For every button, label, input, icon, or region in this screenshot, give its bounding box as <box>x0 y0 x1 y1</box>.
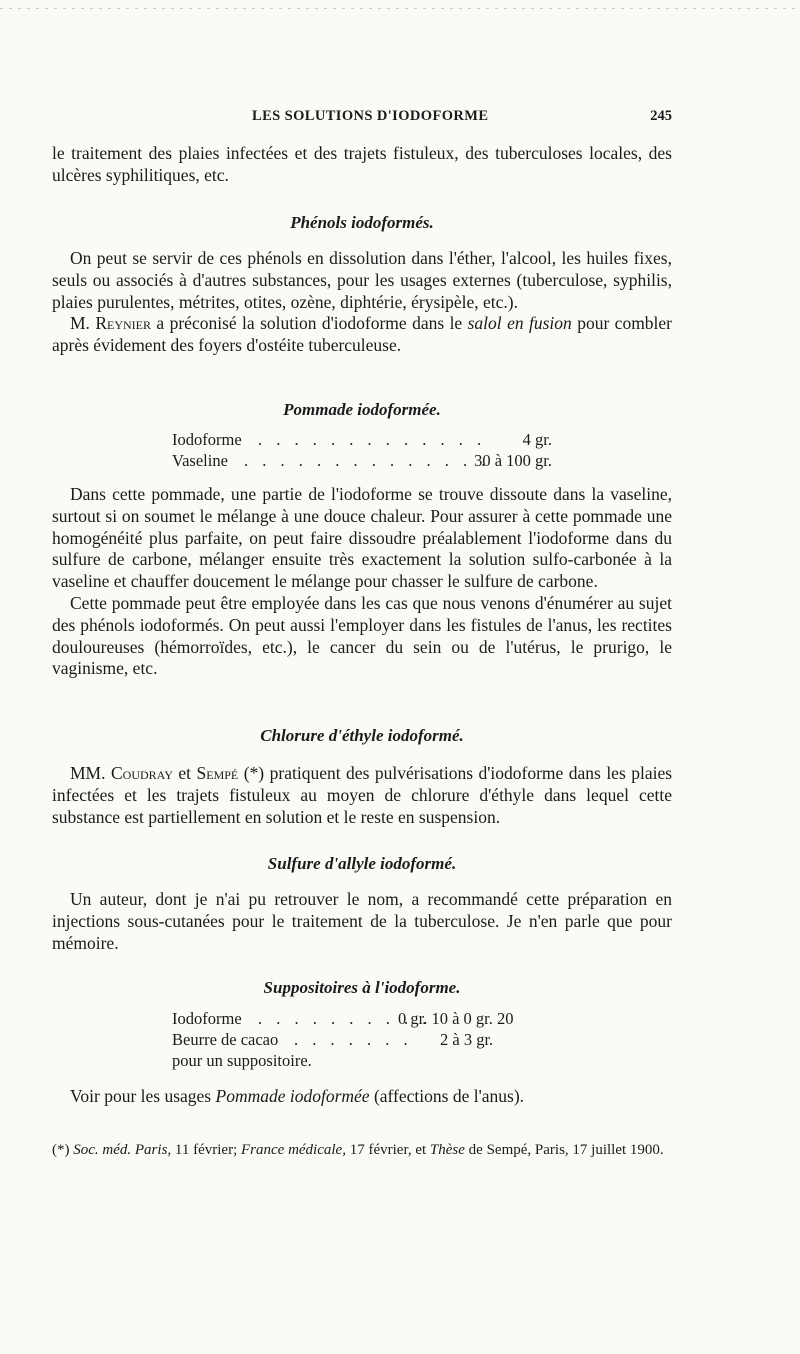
recipe-note: pour un suppositoire. <box>172 1051 312 1070</box>
chlorure-text: MM. Coudray et Sempé (*) pratiquent des pulvérisations d'iodoforme dans les plaies infectées et les trajets fistuleux au moyen de chlorure d'éthyle dans lequel cette substance est partiellement en solution et le reste en suspension. <box>52 763 673 827</box>
phenols-paragraph-2: M. Reynier a préconisé la solution d'iodoforme dans le salol en fusion pour combler après évidement des foyers d'ostéite tuberculeuse. <box>52 313 673 356</box>
page-number: 245 <box>650 108 672 124</box>
pommade-text <box>52 484 672 680</box>
recipe-row: Iodoforme . . . . . . . . . . . . . 4 gr. <box>172 430 552 449</box>
pommade-paragraph-1: Dans cette pommade, une partie de l'iodoforme se trouve dissoute dans la vaseline, surtout si on soumet le mélange à une douce chaleur. Pour assurer à cette pommade une homogénéité plus parfaite, on peut faire dissoudre préalablement l'iodoforme dans du sulfure de carbone, mélanger ensuite très exactement la solution sulfo-carbonée à la vaseline et chauffer doucement le mélange pour chasser le sulfure de carbone. <box>52 484 672 592</box>
author-coudray: Coudray <box>110 763 173 783</box>
intro-paragraph: le traitement des plaies infectées et des trajets fistuleux, des tuberculoses locales, des ulcères syphilitiques, etc. <box>52 143 672 185</box>
recipe-row: Iodoforme . . . . . . . . . . 0 gr. 10 à 0 gr. 20 <box>172 1009 514 1028</box>
pommade-paragraph-2: Cette pommade peut être employée dans les cas que nous venons d'énumérer au sujet des phénols iodoformés. On peut aussi l'employer dans les fistules de l'anus, les rectites douloureuses (hémorroïdes, etc.), le cancer du sein ou de l'utérus, le prurigo, le vaginisme, etc. <box>52 592 672 679</box>
section-title-chlorure: Chlorure d'éthyle iodoformé. <box>260 726 464 745</box>
running-head <box>52 108 672 130</box>
suppositoires-recipe <box>172 1008 572 1071</box>
section-title-phenols: Phénols iodoformés. <box>290 213 434 232</box>
scan-edge-line <box>0 8 800 9</box>
section-title-suppositoires: Suppositoires à l'iodoforme. <box>263 978 461 997</box>
section-title-pommade: Pommade iodoformée. <box>283 400 441 419</box>
pommade-recipe <box>172 429 552 471</box>
phenols-text <box>52 248 672 357</box>
footnote-ref: (*) <box>243 763 265 783</box>
phenols-paragraph-1: On peut se servir de ces phénols en dissolution dans l'éther, l'alcool, les huiles fixes, seuls ou associés à d'autres substances, pour les usages externes (tuberculose, syphilis, plaies purulentes, métrites, otites, ozène, diphtérie, érysipèle, etc.). <box>52 248 672 312</box>
footnote: (*) Soc. méd. Paris, 11 février; France médicale, 17 février, et Thèse de Sempé, Paris, 17 juillet 1900. <box>52 1142 664 1158</box>
author-reynier: Reynier <box>95 313 152 334</box>
recipe-row: Vaseline . . . . . . . . . . . . . . 30 à 100 gr. <box>172 451 552 470</box>
author-sempe: Sempé <box>196 763 239 783</box>
see-also-line: Voir pour les usages Pommade iodoformée (affections de l'anus). <box>70 1086 525 1106</box>
section-title-sulfure: Sulfure d'allyle iodoformé. <box>267 854 457 873</box>
recipe-row: Beurre de cacao . . . . . . . 2 à 3 gr. <box>172 1030 494 1049</box>
sulfure-text: Un auteur, dont je n'ai pu retrouver le nom, a recommandé cette préparation en injections sous-cutanées pour le traitement de la tuberculose. Je n'en parle que pour mémoire. <box>52 889 672 953</box>
running-title: LES SOLUTIONS D'IODOFORME <box>252 108 489 124</box>
